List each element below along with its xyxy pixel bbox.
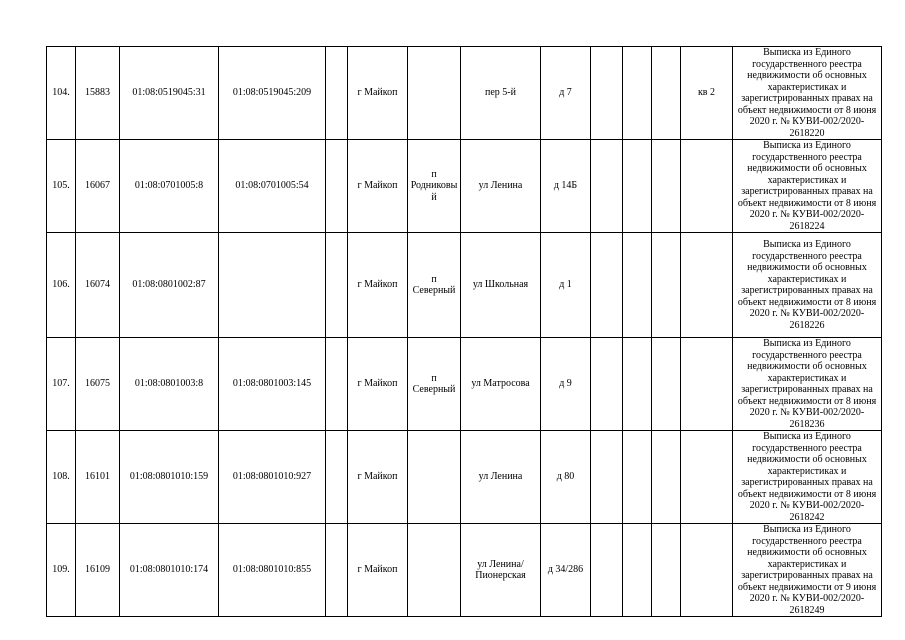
settlement-cell [408,47,461,140]
empty-cell [652,524,681,617]
document-cell: Выписка из Единого государственного реестра недвижимости об основных характеристиках и зарегистрированных правах на объект недвижимости от 8 июня 2020 г. № КУВИ-002/2020-2618226 [733,233,882,338]
house-cell: д 14Б [541,140,591,233]
row-number: 106. [47,233,76,338]
registry-number: 16109 [76,524,120,617]
building-cadastral-number: 01:08:0701005:54 [219,140,326,233]
building-cadastral-number: 01:08:0801010:855 [219,524,326,617]
house-cell: д 7 [541,47,591,140]
registry-number: 16075 [76,338,120,431]
settlement-cell: п Северный [408,338,461,431]
house-cell: д 9 [541,338,591,431]
empty-cell [326,524,348,617]
street-cell: ул Ленина [461,431,541,524]
empty-cell [326,431,348,524]
document-cell: Выписка из Единого государственного реестра недвижимости об основных характеристиках и зарегистрированных правах на объект недвижимости от 8 июня 2020 г. № КУВИ-002/2020-2618220 [733,47,882,140]
house-cell: д 1 [541,233,591,338]
empty-cell [652,47,681,140]
land-cadastral-number: 01:08:0801002:87 [120,233,219,338]
building-cadastral-number [219,233,326,338]
street-cell: ул Ленина [461,140,541,233]
row-number: 105. [47,140,76,233]
land-cadastral-number: 01:08:0519045:31 [120,47,219,140]
city-cell: г Майкоп [348,524,408,617]
registry-number: 16101 [76,431,120,524]
registry-number: 16067 [76,140,120,233]
empty-cell [326,140,348,233]
land-cadastral-number: 01:08:0801010:159 [120,431,219,524]
land-cadastral-number: 01:08:0801003:8 [120,338,219,431]
empty-cell [652,233,681,338]
registry-number: 16074 [76,233,120,338]
table-row [47,47,882,140]
table-row [47,524,882,617]
street-cell: ул Школьная [461,233,541,338]
city-cell: г Майкоп [348,140,408,233]
document-cell: Выписка из Единого государственного реестра недвижимости об основных характеристиках и зарегистрированных правах на объект недвижимости от 8 июня 2020 г. № КУВИ-002/2020-2618242 [733,431,882,524]
building-cadastral-number: 01:08:0801010:927 [219,431,326,524]
apartment-cell [681,431,733,524]
row-number: 108. [47,431,76,524]
empty-cell [326,233,348,338]
apartment-cell [681,140,733,233]
registry-number: 15883 [76,47,120,140]
empty-cell [623,431,652,524]
row-number: 107. [47,338,76,431]
apartment-cell: кв 2 [681,47,733,140]
empty-cell [591,233,623,338]
empty-cell [591,431,623,524]
city-cell: г Майкоп [348,431,408,524]
empty-cell [591,338,623,431]
house-cell: д 80 [541,431,591,524]
document-cell: Выписка из Единого государственного реестра недвижимости об основных характеристиках и зарегистрированных правах на объект недвижимости от 8 июня 2020 г. № КУВИ-002/2020-2618224 [733,140,882,233]
empty-cell [326,47,348,140]
settlement-cell [408,524,461,617]
apartment-cell [681,524,733,617]
row-number: 109. [47,524,76,617]
building-cadastral-number: 01:08:0519045:209 [219,47,326,140]
empty-cell [623,233,652,338]
table-row [47,431,882,524]
land-cadastral-number: 01:08:0801010:174 [120,524,219,617]
registry-table [46,46,882,617]
empty-cell [591,524,623,617]
document-cell: Выписка из Единого государственного реестра недвижимости об основных характеристиках и зарегистрированных правах на объект недвижимости от 8 июня 2020 г. № КУВИ-002/2020-2618236 [733,338,882,431]
empty-cell [652,338,681,431]
empty-cell [623,47,652,140]
empty-cell [591,47,623,140]
empty-cell [652,431,681,524]
table-row [47,233,882,338]
settlement-cell: п Северный [408,233,461,338]
empty-cell [652,140,681,233]
house-cell: д 34/286 [541,524,591,617]
street-cell: ул Матросова [461,338,541,431]
street-cell: ул Ленина/Пионерская [461,524,541,617]
empty-cell [623,338,652,431]
empty-cell [326,338,348,431]
land-cadastral-number: 01:08:0701005:8 [120,140,219,233]
city-cell: г Майкоп [348,233,408,338]
apartment-cell [681,233,733,338]
table-row [47,338,882,431]
table-row [47,140,882,233]
apartment-cell [681,338,733,431]
street-cell: пер 5-й [461,47,541,140]
settlement-cell [408,431,461,524]
city-cell: г Майкоп [348,338,408,431]
building-cadastral-number: 01:08:0801003:145 [219,338,326,431]
row-number: 104. [47,47,76,140]
document-cell: Выписка из Единого государственного реестра недвижимости об основных характеристиках и зарегистрированных правах на объект недвижимости от 9 июня 2020 г. № КУВИ-002/2020-2618249 [733,524,882,617]
empty-cell [591,140,623,233]
city-cell: г Майкоп [348,47,408,140]
empty-cell [623,140,652,233]
empty-cell [623,524,652,617]
settlement-cell: п Родниковый [408,140,461,233]
